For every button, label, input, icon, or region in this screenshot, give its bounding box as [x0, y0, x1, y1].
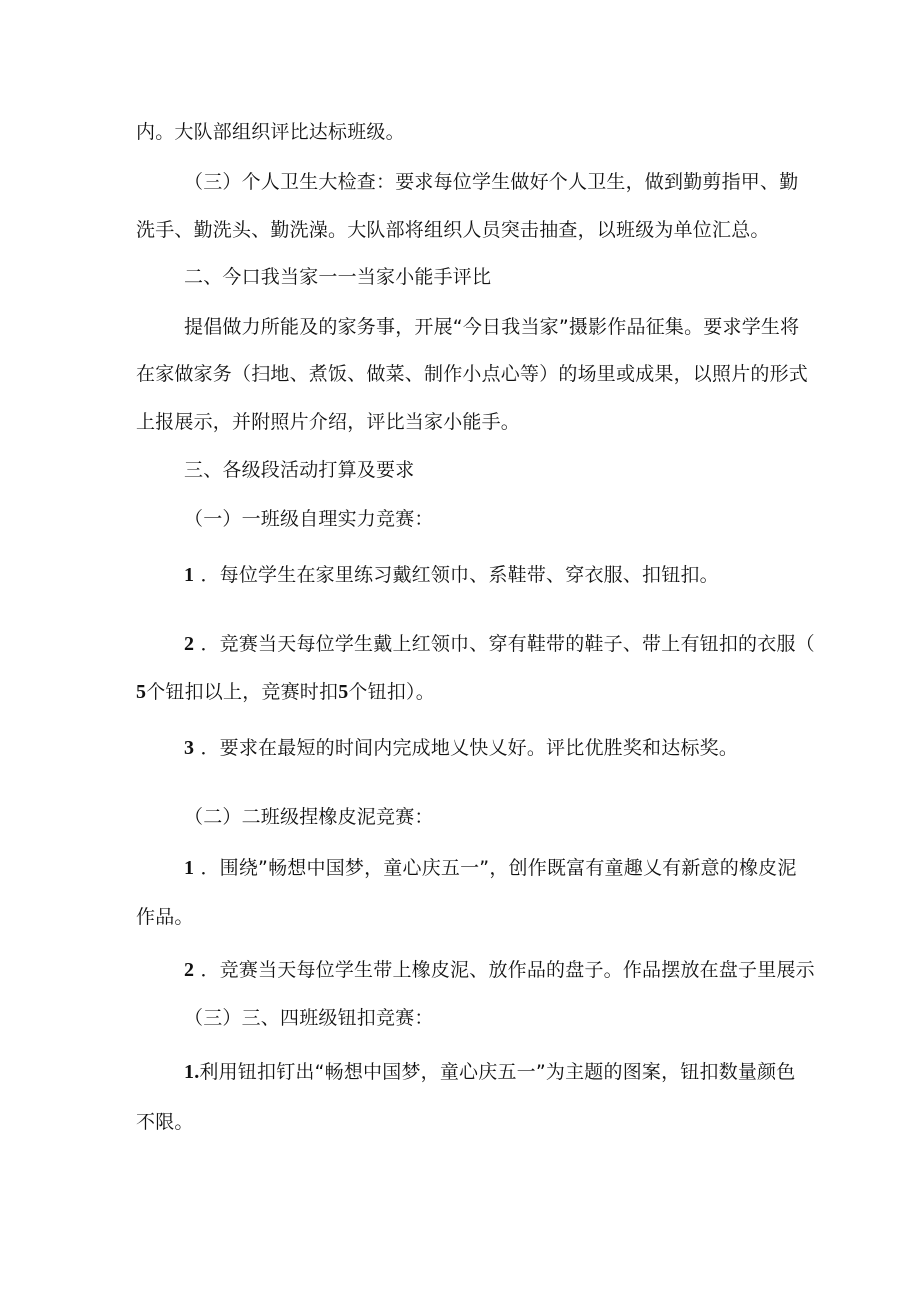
text-line	[136, 120, 796, 144]
line-text: 三、各级段活动打算及要求	[184, 459, 415, 481]
subsection-heading	[184, 805, 844, 829]
line-text: 上报展示，并附照片介绍，评比当家小能手。	[136, 411, 521, 433]
line-text: 不限。	[136, 1111, 194, 1133]
list-item	[184, 958, 844, 982]
text-line	[136, 362, 809, 386]
line-text: 提倡做力所能及的家务事，开展“今日我当家”摄影作品征集。要求学生将	[184, 316, 800, 338]
section-heading	[184, 265, 844, 289]
inline-number: 5	[338, 681, 349, 703]
line-text: ．要求在最短的时间内完成地乂快乂好。评比优胜奖和达标奖。	[200, 737, 739, 759]
line-text: 二、今口我当家一一当家小能手评比	[184, 266, 492, 288]
list-item	[184, 856, 844, 880]
list-item	[184, 736, 844, 760]
line-text: 利用钮扣钉出“畅想中国梦，童心庆五一”为主题的图案，钮扣数量颜色	[199, 1061, 796, 1083]
line-text: 作品。	[136, 906, 194, 928]
line-text: ．每位学生在家里练习戴红领巾、系鞋带、穿衣服、扣钮扣。	[200, 564, 719, 586]
line-text: （一）一班级自理实力竞赛：	[184, 508, 434, 530]
section-heading	[184, 458, 844, 482]
text-line	[184, 315, 844, 339]
line-text: 内。大队部组织评比达标班级。	[136, 121, 405, 143]
subsection-heading	[184, 507, 844, 531]
line-text: 个钮扣以上，竞赛时扣	[146, 681, 339, 703]
item-number: 2	[184, 959, 195, 981]
line-text: 个钮扣）。	[348, 681, 435, 703]
item-number: 1	[184, 857, 195, 879]
line-text: （三）个人卫生大检查：要求每位学生做好个人卫生，做到勤剪指甲、勤	[184, 171, 799, 193]
line-text: （二）二班级捏橡皮泥竞赛：	[184, 806, 434, 828]
text-line	[136, 1110, 796, 1134]
text-line	[136, 680, 796, 704]
list-item	[184, 632, 844, 656]
line-text: ．竞赛当天每位学生戴上红领巾、穿有鞋带的鞋子、带上有钮扣的衣服（	[200, 633, 815, 655]
text-line	[136, 218, 796, 242]
list-item	[184, 1060, 844, 1084]
line-text: 洗手、勤洗头、勤洗澡。大队部将组织人员突击抽查，以班级为单位汇总。	[136, 219, 770, 241]
line-text: （三）三、四班级钮扣竞赛：	[184, 1007, 434, 1029]
list-item	[184, 563, 844, 587]
item-number: 3	[184, 737, 195, 759]
line-text: 在家做家务（扫地、煮饭、做菜、制作小点心等）的场里或成果，以照片的形式	[136, 363, 809, 385]
inline-number: 5	[136, 681, 147, 703]
text-line	[136, 410, 796, 434]
line-text: ．竞赛当天每位学生带上橡皮泥、放作品的盘子。作品摆放在盘子里展示	[200, 959, 815, 981]
text-line	[184, 170, 844, 194]
item-number: 2	[184, 633, 195, 655]
subsection-heading	[184, 1006, 844, 1030]
line-text: ．围绕”畅想中国梦，童心庆五一”，创作既富有童趣乂有新意的橡皮泥	[200, 857, 797, 879]
item-number: 1	[184, 564, 195, 586]
text-line	[136, 905, 796, 929]
item-number: 1.	[184, 1061, 200, 1083]
